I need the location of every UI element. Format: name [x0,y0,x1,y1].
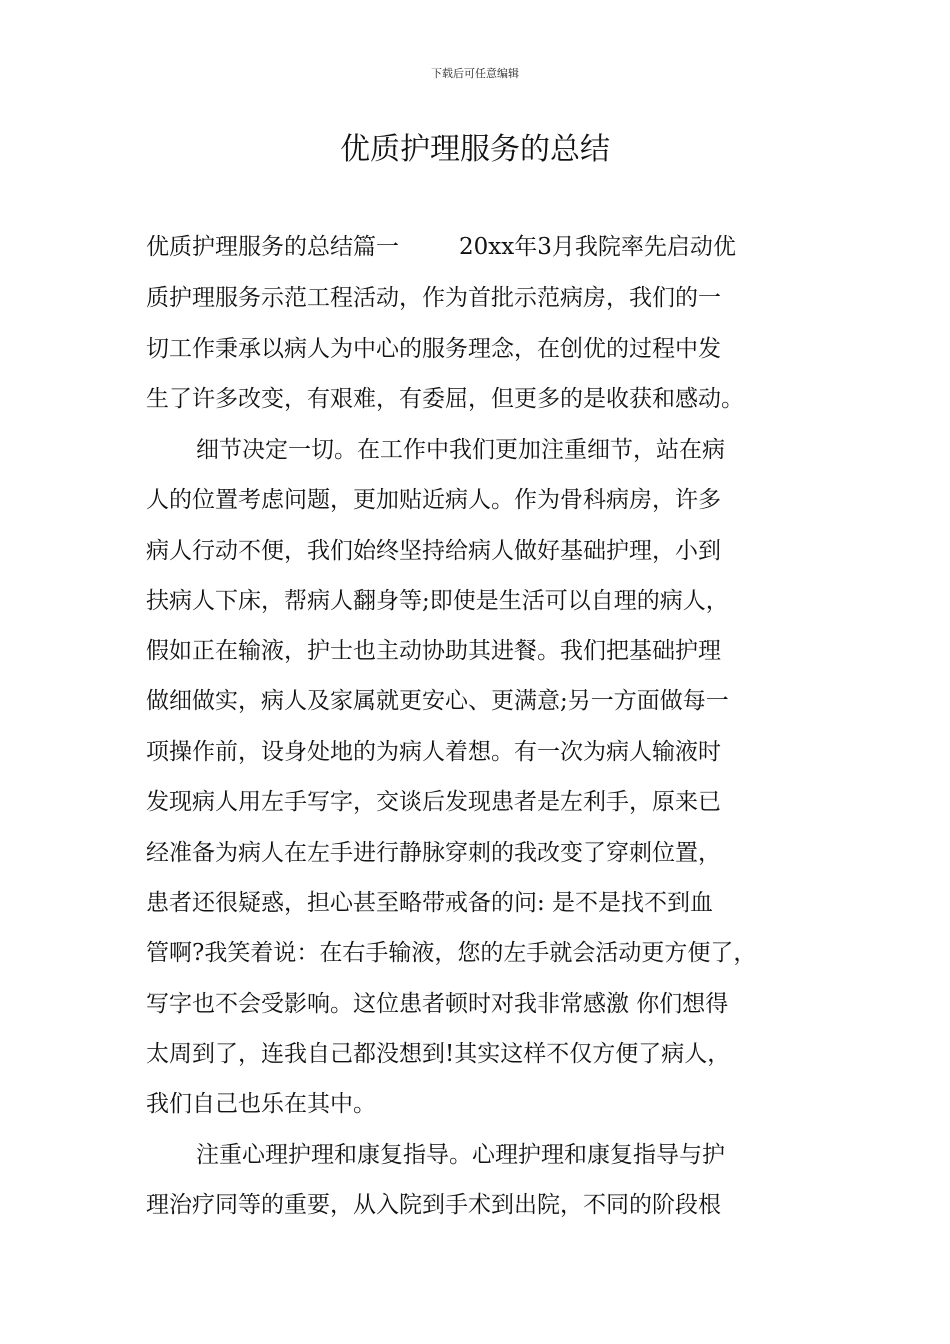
body-line [146,230,736,264]
section-heading: 优质护理服务的总结篇一 [146,234,399,260]
body-line: 患者还很疑惑，担心甚至略带戒备的问: 是不是找不到血 [146,890,714,916]
body-line: 病人行动不便，我们始终坚持给病人做好基础护理，小到 [146,538,721,564]
body-line: 发现病人用左手写字，交谈后发现患者是左利手，原来已 [146,789,721,815]
body-line: 生了许多改变，有艰难，有委屈，但更多的是收获和感动。 [146,386,744,412]
body-line: 质护理服务示范工程活动，作为首批示范病房，我们的一 [146,285,721,311]
header-note: 下载后可任意编辑 [431,67,519,80]
paragraph-first-line: 注重心理护理和康复指导。心理护理和康复指导与护 [196,1142,725,1168]
body-line: 假如正在输液，护士也主动协助其进餐。我们把基础护理 [146,638,721,664]
body-line: 切工作秉承以病人为中心的服务理念，在创优的过程中发 [146,336,721,362]
document-title: 优质护理服务的总结 [340,132,610,167]
paragraph-first-line: 细节决定一切。在工作中我们更加注重细节，站在病 [196,437,725,463]
body-line: 太周到了，连我自己都没想到!其实这样不仅方便了病人， [146,1041,731,1067]
body-line: 我们自己也乐在其中。 [146,1091,376,1117]
body-text: 20xx年3月我院率先启动优 [459,234,736,260]
body-line: 人的位置考虑问题，更加贴近病人。作为骨科病房，许多 [146,487,721,513]
body-line: 经准备为病人在左手进行静脉穿刺的我改变了穿刺位置， [146,840,721,866]
body-line: 扶病人下床，帮病人翻身等;即使是生活可以自理的病人， [146,588,729,614]
body-line: 项操作前，设身处地的为病人着想。有一次为病人输液时 [146,739,721,765]
body-line: 写字也不会受影响。这位患者顿时对我非常感激 你们想得 [146,991,729,1017]
body-line: 做细做实，病人及家属就更安心、更满意;另一方面做每一 [146,688,729,714]
body-line: 管啊?我笑着说：在右手输液，您的左手就会活动更方便了， [146,940,757,966]
body-line: 理治疗同等的重要，从入院到手术到出院，不同的阶段根 [146,1192,721,1218]
